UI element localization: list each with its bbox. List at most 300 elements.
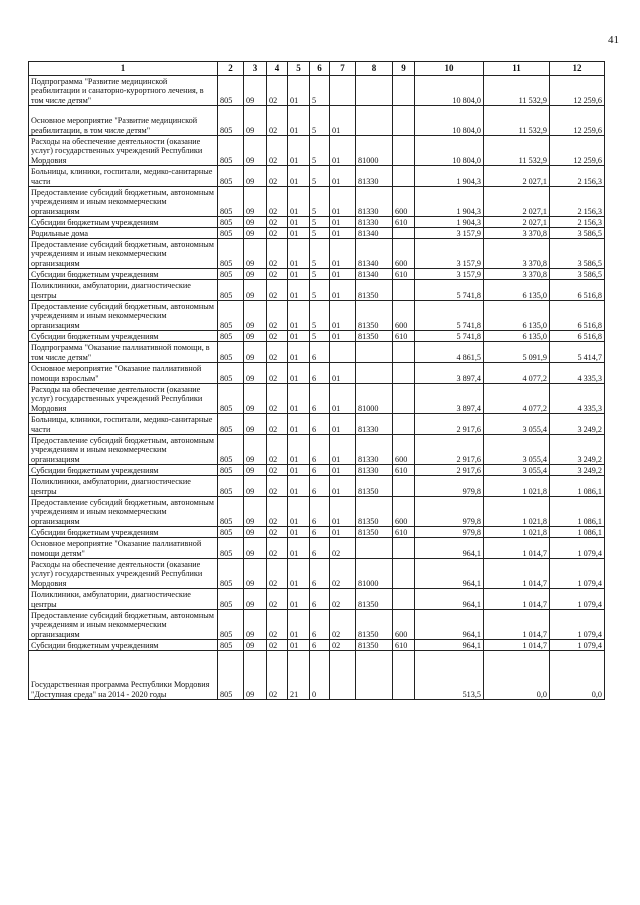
- row-activity-code: 02: [330, 610, 356, 640]
- row-activity-code: 01: [330, 414, 356, 435]
- header-col-7: 7: [330, 62, 356, 76]
- row-activity-code: 01: [330, 280, 356, 301]
- table-row: [29, 239, 605, 269]
- budget-table: [28, 61, 605, 700]
- table-row: [29, 435, 605, 465]
- row-ministry-code: 805: [218, 239, 244, 269]
- row-activity-code: 01: [330, 476, 356, 497]
- row-section-code: 09: [244, 435, 267, 465]
- row-amount-col-11: 0,0: [484, 651, 550, 700]
- row-expense-type-code: 600: [393, 187, 415, 217]
- row-amount-col-11: 3 055,4: [484, 414, 550, 435]
- table-row: [29, 331, 605, 342]
- row-amount-col-10: 964,1: [415, 589, 484, 610]
- table-row: [29, 651, 605, 700]
- row-amount-col-11: 4 077,2: [484, 363, 550, 384]
- header-col-10: 10: [415, 62, 484, 76]
- row-amount-col-11: 11 532,9: [484, 136, 550, 166]
- row-subprogram-code: 5: [310, 301, 330, 331]
- row-activity-code: [330, 76, 356, 106]
- row-amount-col-11: 1 021,8: [484, 476, 550, 497]
- row-section-code: 09: [244, 239, 267, 269]
- row-section-code: 09: [244, 280, 267, 301]
- row-program-code: 01: [288, 497, 310, 527]
- row-subsection-code: 02: [267, 640, 288, 651]
- row-program-code: 21: [288, 651, 310, 700]
- row-ministry-code: 805: [218, 363, 244, 384]
- row-program-code: 01: [288, 363, 310, 384]
- row-subsection-code: 02: [267, 465, 288, 476]
- row-subprogram-code: 5: [310, 239, 330, 269]
- row-activity-code: 01: [330, 239, 356, 269]
- row-section-code: 09: [244, 166, 267, 187]
- row-section-code: 09: [244, 76, 267, 106]
- row-amount-col-12: 4 335,3: [550, 384, 605, 414]
- row-ministry-code: 805: [218, 651, 244, 700]
- row-subprogram-code: 5: [310, 166, 330, 187]
- row-direction-code: 81340: [356, 239, 393, 269]
- row-amount-col-11: 2 027,1: [484, 166, 550, 187]
- row-expense-type-code: [393, 476, 415, 497]
- row-section-code: 09: [244, 497, 267, 527]
- row-amount-col-12: 2 156,3: [550, 187, 605, 217]
- table-row: [29, 342, 605, 363]
- row-expense-type-code: 600: [393, 610, 415, 640]
- row-ministry-code: 805: [218, 76, 244, 106]
- row-name: Субсидии бюджетным учреждениям: [29, 217, 218, 228]
- row-section-code: 09: [244, 610, 267, 640]
- row-subsection-code: 02: [267, 527, 288, 538]
- row-expense-type-code: 600: [393, 435, 415, 465]
- row-amount-col-11: 3 055,4: [484, 465, 550, 476]
- row-ministry-code: 805: [218, 228, 244, 239]
- row-amount-col-10: 5 741,8: [415, 331, 484, 342]
- row-subsection-code: 02: [267, 187, 288, 217]
- row-expense-type-code: [393, 363, 415, 384]
- header-col-6: 6: [310, 62, 330, 76]
- row-direction-code: 81000: [356, 384, 393, 414]
- row-amount-col-11: 6 135,0: [484, 301, 550, 331]
- row-program-code: 01: [288, 610, 310, 640]
- table-row: [29, 106, 605, 136]
- row-section-code: 09: [244, 589, 267, 610]
- table-row: [29, 136, 605, 166]
- row-amount-col-11: 6 135,0: [484, 280, 550, 301]
- row-amount-col-11: 1 021,8: [484, 497, 550, 527]
- row-amount-col-12: 1 086,1: [550, 527, 605, 538]
- row-subprogram-code: 6: [310, 527, 330, 538]
- row-amount-col-11: 1 021,8: [484, 527, 550, 538]
- row-ministry-code: 805: [218, 497, 244, 527]
- row-program-code: 01: [288, 217, 310, 228]
- row-section-code: 09: [244, 106, 267, 136]
- row-amount-col-12: 5 414,7: [550, 342, 605, 363]
- row-amount-col-10: 2 917,6: [415, 414, 484, 435]
- row-name: Основное мероприятие "Оказание паллиативной помощи взрослым": [29, 363, 218, 384]
- row-activity-code: 02: [330, 559, 356, 589]
- table-row: [29, 610, 605, 640]
- row-amount-col-12: 12 259,6: [550, 136, 605, 166]
- row-name: Основное мероприятие "Развитие медицинской реабилитации, в том числе детям": [29, 106, 218, 136]
- row-name: Субсидии бюджетным учреждениям: [29, 269, 218, 280]
- row-name: Подпрограмма "Оказание паллиативной помощи, в том числе детям": [29, 342, 218, 363]
- row-expense-type-code: [393, 342, 415, 363]
- table-row: [29, 465, 605, 476]
- row-section-code: 09: [244, 476, 267, 497]
- row-direction-code: 81350: [356, 610, 393, 640]
- row-ministry-code: 805: [218, 217, 244, 228]
- row-amount-col-12: 1 079,4: [550, 538, 605, 559]
- row-amount-col-12: 6 516,8: [550, 331, 605, 342]
- row-amount-col-12: 1 079,4: [550, 589, 605, 610]
- row-amount-col-11: 1 014,7: [484, 640, 550, 651]
- row-subsection-code: 02: [267, 384, 288, 414]
- row-activity-code: 02: [330, 538, 356, 559]
- header-col-5: 5: [288, 62, 310, 76]
- row-amount-col-10: 1 904,3: [415, 187, 484, 217]
- row-subsection-code: 02: [267, 331, 288, 342]
- table-header-row: [29, 62, 605, 76]
- row-direction-code: 81330: [356, 465, 393, 476]
- row-direction-code: 81350: [356, 280, 393, 301]
- row-amount-col-10: 2 917,6: [415, 465, 484, 476]
- row-section-code: 09: [244, 228, 267, 239]
- row-direction-code: 81330: [356, 414, 393, 435]
- row-amount-col-10: 4 861,5: [415, 342, 484, 363]
- row-amount-col-12: 12 259,6: [550, 106, 605, 136]
- row-direction-code: [356, 106, 393, 136]
- row-program-code: 01: [288, 476, 310, 497]
- row-amount-col-11: 6 135,0: [484, 331, 550, 342]
- row-subsection-code: 02: [267, 217, 288, 228]
- row-name: Расходы на обеспечение деятельности (оказание услуг) государственных учреждений Республики Мордовия: [29, 559, 218, 589]
- row-amount-col-12: 2 156,3: [550, 166, 605, 187]
- row-section-code: 09: [244, 414, 267, 435]
- row-name: Предоставление субсидий бюджетным, автономным учреждениям и иным некоммерческим организациям: [29, 610, 218, 640]
- row-subprogram-code: 5: [310, 269, 330, 280]
- row-program-code: 01: [288, 136, 310, 166]
- row-direction-code: 81330: [356, 217, 393, 228]
- row-ministry-code: 805: [218, 610, 244, 640]
- row-subsection-code: 02: [267, 363, 288, 384]
- row-direction-code: 81340: [356, 269, 393, 280]
- row-amount-col-12: 1 086,1: [550, 476, 605, 497]
- row-direction-code: 81350: [356, 640, 393, 651]
- row-activity-code: [330, 651, 356, 700]
- row-amount-col-11: 11 532,9: [484, 106, 550, 136]
- row-activity-code: 01: [330, 217, 356, 228]
- row-ministry-code: 805: [218, 269, 244, 280]
- row-amount-col-11: 3 055,4: [484, 435, 550, 465]
- row-subsection-code: 02: [267, 76, 288, 106]
- row-expense-type-code: [393, 414, 415, 435]
- row-activity-code: 01: [330, 136, 356, 166]
- row-name: Предоставление субсидий бюджетным, автономным учреждениям и иным некоммерческим организациям: [29, 187, 218, 217]
- row-amount-col-11: 1 014,7: [484, 538, 550, 559]
- row-program-code: 01: [288, 239, 310, 269]
- row-section-code: 09: [244, 465, 267, 476]
- row-activity-code: 02: [330, 640, 356, 651]
- row-amount-col-12: 1 086,1: [550, 497, 605, 527]
- row-subsection-code: 02: [267, 106, 288, 136]
- row-section-code: 09: [244, 217, 267, 228]
- table-row: [29, 640, 605, 651]
- row-amount-col-12: 6 516,8: [550, 301, 605, 331]
- row-name: Больницы, клиники, госпитали, медико-санитарные части: [29, 166, 218, 187]
- row-subprogram-code: 6: [310, 384, 330, 414]
- row-section-code: 09: [244, 269, 267, 280]
- row-expense-type-code: [393, 228, 415, 239]
- row-amount-col-10: 1 904,3: [415, 166, 484, 187]
- row-subprogram-code: 6: [310, 414, 330, 435]
- row-activity-code: 01: [330, 465, 356, 476]
- row-amount-col-11: 3 370,8: [484, 269, 550, 280]
- row-direction-code: 81330: [356, 435, 393, 465]
- row-direction-code: 81350: [356, 497, 393, 527]
- row-program-code: 01: [288, 527, 310, 538]
- row-amount-col-10: 3 157,9: [415, 239, 484, 269]
- row-direction-code: [356, 342, 393, 363]
- row-ministry-code: 805: [218, 280, 244, 301]
- row-section-code: 09: [244, 342, 267, 363]
- row-ministry-code: 805: [218, 136, 244, 166]
- table-row: [29, 589, 605, 610]
- table-row: [29, 228, 605, 239]
- row-section-code: 09: [244, 136, 267, 166]
- row-amount-col-10: 5 741,8: [415, 280, 484, 301]
- row-subprogram-code: 6: [310, 589, 330, 610]
- row-expense-type-code: [393, 384, 415, 414]
- row-amount-col-10: 3 897,4: [415, 384, 484, 414]
- table-row: [29, 497, 605, 527]
- row-ministry-code: 805: [218, 331, 244, 342]
- row-ministry-code: 805: [218, 301, 244, 331]
- row-subprogram-code: 6: [310, 435, 330, 465]
- row-amount-col-10: 10 804,0: [415, 106, 484, 136]
- row-direction-code: 81350: [356, 589, 393, 610]
- table-row: [29, 280, 605, 301]
- row-ministry-code: 805: [218, 465, 244, 476]
- row-amount-col-10: 3 157,9: [415, 228, 484, 239]
- row-direction-code: 81350: [356, 476, 393, 497]
- row-direction-code: 81330: [356, 166, 393, 187]
- row-amount-col-10: 2 917,6: [415, 435, 484, 465]
- row-program-code: 01: [288, 538, 310, 559]
- header-col-12: 12: [550, 62, 605, 76]
- row-activity-code: 01: [330, 166, 356, 187]
- row-subprogram-code: 6: [310, 342, 330, 363]
- header-col-1: 1: [29, 62, 218, 76]
- row-subsection-code: 02: [267, 589, 288, 610]
- table-row: [29, 166, 605, 187]
- row-ministry-code: 805: [218, 527, 244, 538]
- row-name: Субсидии бюджетным учреждениям: [29, 465, 218, 476]
- row-program-code: 01: [288, 269, 310, 280]
- row-subsection-code: 02: [267, 559, 288, 589]
- row-name: Расходы на обеспечение деятельности (оказание услуг) государственных учреждений Республики Мордовия: [29, 384, 218, 414]
- row-amount-col-11: 11 532,9: [484, 76, 550, 106]
- row-amount-col-10: 10 804,0: [415, 136, 484, 166]
- row-name: Основное мероприятие "Оказание паллиативной помощи детям": [29, 538, 218, 559]
- table-row: [29, 559, 605, 589]
- row-direction-code: [356, 538, 393, 559]
- row-subprogram-code: 5: [310, 217, 330, 228]
- header-col-11: 11: [484, 62, 550, 76]
- row-amount-col-10: 3 897,4: [415, 363, 484, 384]
- row-amount-col-12: 1 079,4: [550, 610, 605, 640]
- row-amount-col-11: 3 370,8: [484, 239, 550, 269]
- row-subsection-code: 02: [267, 610, 288, 640]
- row-activity-code: 01: [330, 269, 356, 280]
- row-amount-col-12: 3 586,5: [550, 269, 605, 280]
- row-ministry-code: 805: [218, 342, 244, 363]
- header-col-4: 4: [267, 62, 288, 76]
- row-amount-col-11: 5 091,9: [484, 342, 550, 363]
- row-section-code: 09: [244, 363, 267, 384]
- row-expense-type-code: 610: [393, 217, 415, 228]
- row-activity-code: 01: [330, 527, 356, 538]
- row-name: Больницы, клиники, госпитали, медико-санитарные части: [29, 414, 218, 435]
- row-subprogram-code: 5: [310, 106, 330, 136]
- row-subsection-code: 02: [267, 414, 288, 435]
- header-col-9: 9: [393, 62, 415, 76]
- row-amount-col-10: 964,1: [415, 538, 484, 559]
- row-subprogram-code: 5: [310, 76, 330, 106]
- row-amount-col-10: 5 741,8: [415, 301, 484, 331]
- table-row: [29, 269, 605, 280]
- table-row: [29, 414, 605, 435]
- row-amount-col-10: 964,1: [415, 610, 484, 640]
- row-expense-type-code: 610: [393, 465, 415, 476]
- table-row: [29, 187, 605, 217]
- row-subsection-code: 02: [267, 476, 288, 497]
- row-expense-type-code: 600: [393, 301, 415, 331]
- row-amount-col-12: 3 586,5: [550, 228, 605, 239]
- row-direction-code: [356, 76, 393, 106]
- row-amount-col-12: 3 249,2: [550, 435, 605, 465]
- table-row: [29, 76, 605, 106]
- row-subprogram-code: 5: [310, 331, 330, 342]
- row-program-code: 01: [288, 465, 310, 476]
- row-subprogram-code: 6: [310, 640, 330, 651]
- row-amount-col-10: 964,1: [415, 559, 484, 589]
- table-row: [29, 217, 605, 228]
- row-amount-col-12: 3 586,5: [550, 239, 605, 269]
- row-ministry-code: 805: [218, 435, 244, 465]
- row-expense-type-code: 610: [393, 640, 415, 651]
- row-subsection-code: 02: [267, 136, 288, 166]
- row-activity-code: 01: [330, 187, 356, 217]
- row-subprogram-code: 5: [310, 280, 330, 301]
- row-amount-col-10: 513,5: [415, 651, 484, 700]
- row-program-code: 01: [288, 559, 310, 589]
- row-amount-col-12: 3 249,2: [550, 465, 605, 476]
- table-row: [29, 363, 605, 384]
- row-name: Предоставление субсидий бюджетным, автономным учреждениям и иным некоммерческим организациям: [29, 435, 218, 465]
- row-expense-type-code: 600: [393, 239, 415, 269]
- row-program-code: 01: [288, 589, 310, 610]
- row-name: Родильные дома: [29, 228, 218, 239]
- row-subprogram-code: 6: [310, 497, 330, 527]
- row-name: Поликлиники, амбулатории, диагностические центры: [29, 280, 218, 301]
- row-program-code: 01: [288, 414, 310, 435]
- row-subsection-code: 02: [267, 228, 288, 239]
- header-col-8: 8: [356, 62, 393, 76]
- row-expense-type-code: [393, 589, 415, 610]
- row-name: Государственная программа Республики Мордовия "Доступная среда" на 2014 - 2020 годы: [29, 651, 218, 700]
- row-program-code: 01: [288, 280, 310, 301]
- row-amount-col-12: 1 079,4: [550, 559, 605, 589]
- row-subsection-code: 02: [267, 538, 288, 559]
- row-name: Поликлиники, амбулатории, диагностические центры: [29, 476, 218, 497]
- row-expense-type-code: [393, 538, 415, 559]
- row-amount-col-10: 979,8: [415, 497, 484, 527]
- row-subprogram-code: 6: [310, 610, 330, 640]
- row-program-code: 01: [288, 187, 310, 217]
- row-expense-type-code: [393, 651, 415, 700]
- row-expense-type-code: [393, 280, 415, 301]
- row-expense-type-code: 600: [393, 497, 415, 527]
- row-activity-code: 01: [330, 228, 356, 239]
- row-activity-code: 02: [330, 589, 356, 610]
- row-expense-type-code: [393, 166, 415, 187]
- row-program-code: 01: [288, 166, 310, 187]
- table-row: [29, 538, 605, 559]
- row-program-code: 01: [288, 342, 310, 363]
- table-row: [29, 527, 605, 538]
- row-amount-col-10: 964,1: [415, 640, 484, 651]
- row-subsection-code: 02: [267, 239, 288, 269]
- row-direction-code: 81350: [356, 301, 393, 331]
- row-program-code: 01: [288, 331, 310, 342]
- table-row: [29, 476, 605, 497]
- row-program-code: 01: [288, 640, 310, 651]
- row-activity-code: 01: [330, 497, 356, 527]
- row-subprogram-code: 0: [310, 651, 330, 700]
- row-subsection-code: 02: [267, 301, 288, 331]
- row-program-code: 01: [288, 384, 310, 414]
- row-name: Расходы на обеспечение деятельности (оказание услуг) государственных учреждений Республики Мордовия: [29, 136, 218, 166]
- row-amount-col-12: 3 249,2: [550, 414, 605, 435]
- row-subsection-code: 02: [267, 269, 288, 280]
- row-section-code: 09: [244, 527, 267, 538]
- row-subsection-code: 02: [267, 651, 288, 700]
- row-direction-code: 81340: [356, 228, 393, 239]
- row-subprogram-code: 6: [310, 465, 330, 476]
- row-activity-code: 01: [330, 331, 356, 342]
- row-expense-type-code: [393, 76, 415, 106]
- row-direction-code: 81000: [356, 136, 393, 166]
- row-subprogram-code: 6: [310, 476, 330, 497]
- row-amount-col-12: 2 156,3: [550, 217, 605, 228]
- row-amount-col-10: 1 904,3: [415, 217, 484, 228]
- row-amount-col-12: 0,0: [550, 651, 605, 700]
- row-direction-code: 81000: [356, 559, 393, 589]
- row-section-code: 09: [244, 384, 267, 414]
- row-subsection-code: 02: [267, 166, 288, 187]
- row-direction-code: [356, 651, 393, 700]
- row-section-code: 09: [244, 559, 267, 589]
- row-ministry-code: 805: [218, 538, 244, 559]
- table-row: [29, 301, 605, 331]
- row-ministry-code: 805: [218, 559, 244, 589]
- row-amount-col-11: 2 027,1: [484, 187, 550, 217]
- row-ministry-code: 805: [218, 640, 244, 651]
- row-program-code: 01: [288, 435, 310, 465]
- table-body: [29, 76, 605, 700]
- row-name: Субсидии бюджетным учреждениям: [29, 640, 218, 651]
- row-activity-code: 01: [330, 384, 356, 414]
